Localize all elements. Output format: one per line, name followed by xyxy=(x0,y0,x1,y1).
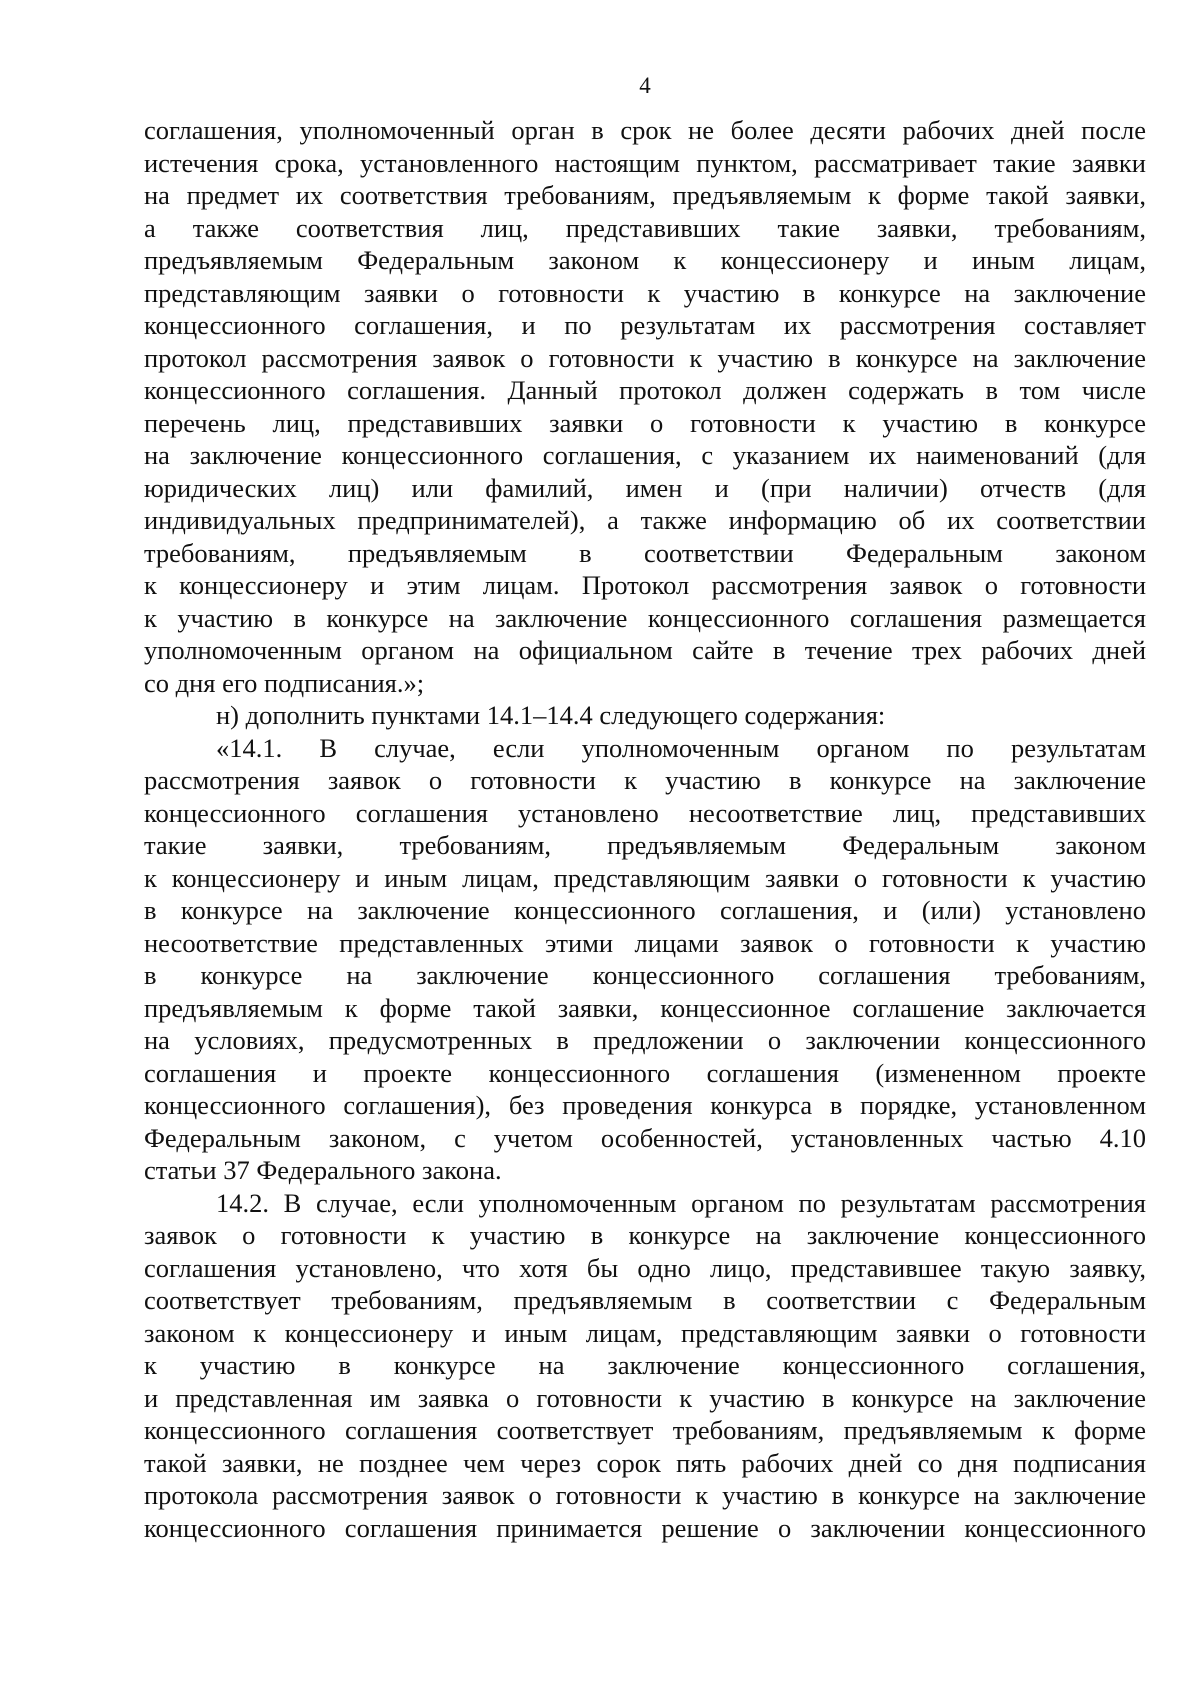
page-number: 4 xyxy=(639,73,651,98)
text-line: на заключение концессионного соглашения, с указанием их наименований (для xyxy=(144,440,1146,470)
text-line: предъявляемым к форме такой заявки, концессионное соглашение заключается xyxy=(144,992,1146,1023)
text-line: требованиям, предъявляемым в соответствии Федеральным законом xyxy=(144,537,1146,568)
text-line: концессионного соглашения), без проведения конкурса в порядке, установленном xyxy=(144,1090,1146,1120)
text-line: в конкурсе на заключение концессионного соглашения, и (или) установлено xyxy=(144,895,1146,925)
text-line: такие заявки, требованиям, предъявляемым Федеральным законом xyxy=(144,830,1146,860)
text-line: соответствует требованиям, предъявляемым в соответствии с Федеральным xyxy=(144,1285,1146,1315)
text-line: соглашения, уполномоченный орган в срок не более десяти рабочих дней после xyxy=(144,115,1146,145)
text-line: юридических лиц) или фамилий, имен и (при наличии) отчеств (для xyxy=(144,472,1146,503)
text-line: концессионного соглашения установлено несоответствие лиц, представивших xyxy=(144,797,1146,828)
text-line: истечения срока, установленного настоящим пунктом, рассматривает такие заявки xyxy=(144,147,1146,178)
text-line: к участию в конкурсе на заключение концессионного соглашения, xyxy=(144,1350,1146,1380)
text-line: концессионного соглашения, и по результатам их рассмотрения составляет xyxy=(144,310,1146,340)
text-line: в конкурсе на заключение концессионного соглашения требованиям, xyxy=(144,960,1146,990)
text-line: протокола рассмотрения заявок о готовности к участию в конкурсе на заключение xyxy=(144,1480,1146,1510)
text-line: Федеральным законом, с учетом особенностей, установленных частью 4.10 xyxy=(144,1122,1146,1153)
text-line: протокол рассмотрения заявок о готовности к участию в конкурсе на заключение xyxy=(144,342,1146,373)
text-line: со дня его подписания.»; xyxy=(144,667,425,698)
text-line: рассмотрения заявок о готовности к участию в конкурсе на заключение xyxy=(144,765,1146,795)
text-line: соглашения и проекте концессионного соглашения (измененном проекте xyxy=(144,1057,1146,1088)
text-line: на условиях, предусмотренных в предложении о заключении концессионного xyxy=(144,1025,1146,1055)
text-line: несоответствие представленных этими лицами заявок о готовности к участию xyxy=(144,927,1146,958)
text-line: соглашения установлено, что хотя бы одно лицо, представившее такую заявку, xyxy=(144,1252,1146,1283)
text-line: концессионного соглашения. Данный протокол должен содержать в том числе xyxy=(144,375,1146,405)
text-line: законом к концессионеру и иным лицам, представляющим заявки о готовности xyxy=(144,1317,1146,1348)
text-line: концессионного соглашения принимается решение о заключении концессионного xyxy=(144,1512,1146,1543)
text-line: заявок о готовности к участию в конкурсе на заключение концессионного xyxy=(144,1220,1146,1250)
text-line: представляющим заявки о готовности к участию в конкурсе на заключение xyxy=(144,277,1146,308)
text-line: предъявляемым Федеральным законом к концессионеру и иным лицам, xyxy=(144,245,1146,275)
text-line: 14.2. В случае, если уполномоченным органом по результатам рассмотрения xyxy=(216,1187,1146,1218)
text-line: «14.1. В случае, если уполномоченным органом по результатам xyxy=(216,732,1146,763)
text-line: к концессионеру и иным лицам, представляющим заявки о готовности к участию xyxy=(144,862,1146,893)
text-line: концессионного соглашения соответствует требованиям, предъявляемым к форме xyxy=(144,1415,1146,1445)
text-line: а также соответствия лиц, представивших такие заявки, требованиям, xyxy=(144,212,1146,243)
text-line: такой заявки, не позднее чем через сорок пять рабочих дней со дня подписания xyxy=(144,1447,1146,1478)
text-line: к участию в конкурсе на заключение концессионного соглашения размещается xyxy=(144,602,1146,633)
text-line: перечень лиц, представивших заявки о готовности к участию в конкурсе xyxy=(144,407,1146,438)
text-line: и представленная им заявка о готовности к участию в конкурсе на заключение xyxy=(144,1382,1146,1413)
text-line: к концессионеру и этим лицам. Протокол рассмотрения заявок о готовности xyxy=(144,570,1146,600)
text-line: уполномоченным органом на официальном сайте в течение трех рабочих дней xyxy=(144,635,1146,665)
text-line: статьи 37 Федерального закона. xyxy=(144,1155,502,1185)
text-line: индивидуальных предпринимателей), а также информацию об их соответствии xyxy=(144,505,1146,535)
document-body xyxy=(144,114,1146,1544)
text-line: н) дополнить пунктами 14.1–14.4 следующего содержания: xyxy=(216,700,886,730)
text-line: на предмет их соответствия требованиям, предъявляемым к форме такой заявки, xyxy=(144,180,1146,210)
